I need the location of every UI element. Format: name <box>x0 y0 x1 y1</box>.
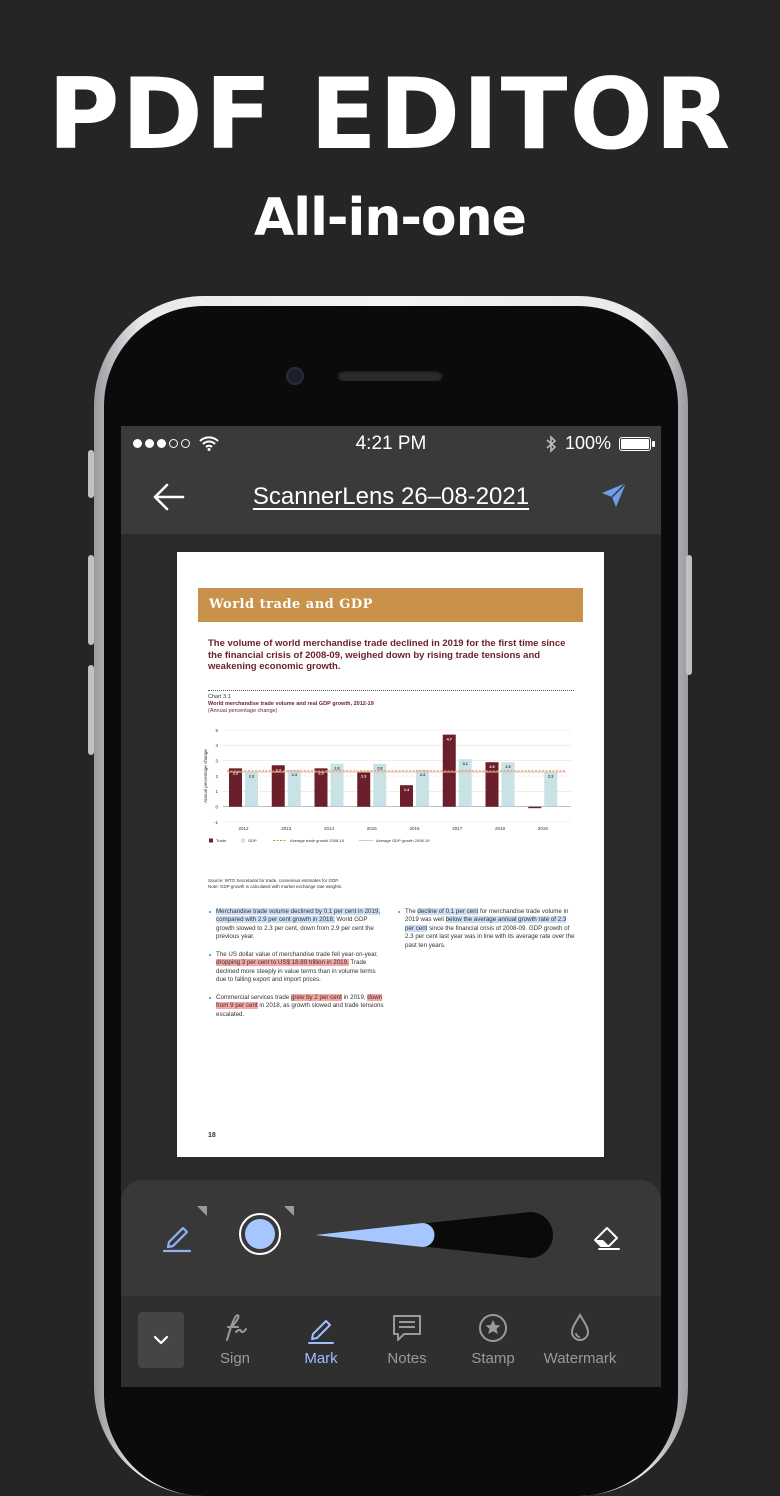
chart-number: Chart 3.1 <box>208 694 231 700</box>
bullet-text: in 2018, as growth slowed and trade tensions escalated. <box>216 1002 384 1018</box>
x-tick-label: 2016 <box>409 826 420 831</box>
data-label: 2.3 <box>248 774 255 779</box>
data-label: 3.1 <box>462 762 468 767</box>
bar-gdp <box>459 759 472 807</box>
bullet-text: in 2019, <box>341 994 368 1001</box>
pdf-page[interactable] <box>177 552 604 1157</box>
bullet-item <box>216 994 386 1019</box>
highlighter-pen-icon[interactable] <box>159 1218 195 1254</box>
y-tick-label: 5 <box>215 727 218 733</box>
x-tick-label: 2017 <box>452 826 463 831</box>
collapse-toolbar-button[interactable] <box>138 1312 184 1368</box>
y-tick-label: 2 <box>215 773 218 779</box>
highlighted-text: down from 9 per cent <box>216 994 383 1010</box>
bullet-text: for merchandise trade volume in 2019 was well <box>405 908 569 924</box>
tab-mark[interactable] <box>281 1310 361 1367</box>
bullet-item <box>405 908 575 950</box>
phone-screen <box>121 426 661 1387</box>
x-tick-label: 2014 <box>323 826 335 831</box>
bullet-item <box>216 908 386 942</box>
stroke-width-slider[interactable] <box>315 1211 555 1259</box>
notes-icon <box>390 1310 424 1346</box>
section-banner <box>198 588 583 622</box>
bullet-text: The <box>405 908 418 915</box>
y-tick-label: 4 <box>215 743 218 749</box>
legend-label: GDP <box>248 838 257 843</box>
battery-percent: 100% <box>564 433 611 453</box>
bullet-text: Trade declined more steeply in value terms than in volume terms due to falling export and import prices. <box>216 959 376 984</box>
x-tick-label: 2015 <box>366 826 377 831</box>
data-label: 2.8 <box>377 766 383 771</box>
data-label: 2.3 <box>361 774 367 779</box>
mute-switch <box>88 450 94 498</box>
send-icon[interactable] <box>599 480 629 510</box>
highlighted-text: grew by 2 per cent <box>290 994 342 1001</box>
pen-options-indicator <box>197 1206 207 1216</box>
y-tick-label: 0 <box>215 804 218 810</box>
y-tick-label: 3 <box>215 758 218 764</box>
y-axis-label: Annual percentage change <box>203 749 208 803</box>
banner-title: World trade and GDP <box>209 597 373 612</box>
x-tick-label: 2018 <box>494 826 506 831</box>
highlighted-text: Merchandise trade volume declined by 0.1 per cent in 2019, compared with 2.9 per cent growth in 2018. <box>216 908 381 924</box>
data-label: 2.9 <box>505 765 511 770</box>
status-bar <box>121 426 661 462</box>
bullet-item <box>216 951 386 985</box>
legend-label: Average GDP growth 2008-19 <box>376 838 430 843</box>
volume-down-button <box>88 665 94 755</box>
data-label: 2.4 <box>291 772 297 777</box>
document-title[interactable]: ScannerLens 26–08-2021 <box>252 483 530 510</box>
legend-label: Trade <box>216 838 227 843</box>
chevron-down-icon <box>138 1312 184 1368</box>
document-viewer <box>121 534 661 1180</box>
tab-label: Stamp <box>471 1350 515 1367</box>
data-label: 2.4 <box>419 772 426 777</box>
y-tick-label: 1 <box>215 789 218 795</box>
data-label: 1.4 <box>403 788 410 793</box>
chart-title: World merchandise trade volume and real GDP growth, 2012-19 <box>208 701 374 707</box>
tab-sign[interactable] <box>195 1310 275 1367</box>
data-label: -0.1 <box>531 810 539 815</box>
power-button <box>686 555 692 675</box>
data-label: 2.9 <box>489 765 495 770</box>
stamp-icon <box>476 1310 510 1346</box>
page-number: 18 <box>208 1132 216 1139</box>
chart-subtitle: (Annual percentage change) <box>208 708 278 714</box>
annotation-toolbar <box>121 1180 661 1296</box>
bottom-tab-bar <box>121 1296 661 1387</box>
tab-label: Notes <box>387 1350 427 1367</box>
tab-notes[interactable] <box>367 1310 447 1367</box>
front-camera <box>286 367 304 385</box>
chart-source <box>208 878 408 889</box>
tab-watermark[interactable] <box>539 1310 621 1367</box>
x-tick-label: 2013 <box>281 826 292 831</box>
bullet-text: The US dollar value of merchandise trade fell year-on-year, <box>216 951 378 958</box>
highlighted-text: below the average annual growth rate of 2.3 per cent <box>405 916 567 932</box>
promo-subtitle: All-in-one <box>254 188 526 248</box>
bluetooth-icon <box>545 435 557 453</box>
lead-paragraph: The volume of world merchandise trade declined in 2019 for the first time since the financial crisis of 2008-09, weighed down by rising trade tensions and weakening economic growth. <box>208 638 566 672</box>
tab-label: Sign <box>219 1350 251 1367</box>
tab-label: Watermark <box>543 1350 617 1367</box>
color-picker-button[interactable] <box>239 1213 281 1255</box>
promo-title: PDF EDITOR <box>47 58 733 172</box>
x-tick-label: 2019 <box>537 826 548 831</box>
eraser-icon[interactable] <box>591 1220 623 1252</box>
data-label: 2.3 <box>548 774 554 779</box>
signature-icon <box>218 1310 252 1346</box>
source-line: Source: WTO Secretariat for trade, consensus estimates for GDP. <box>208 878 339 883</box>
tab-stamp[interactable] <box>453 1310 533 1367</box>
bar-chart <box>201 722 581 872</box>
data-label: 2.7 <box>275 768 281 773</box>
divider <box>208 690 574 691</box>
data-label: 4.7 <box>446 737 452 742</box>
bullet-text: World GDP growth slowed to 2.3 per cent, down from 2.9 per cent the previous year. <box>216 916 374 941</box>
bullet-text: since the financial crisis of 2008-09. GDP growth of 2.3 per cent last year was in line with its average rate over the past ten years. <box>405 924 575 949</box>
data-label: 2.8 <box>334 766 340 771</box>
legend-swatch <box>209 839 213 843</box>
bar-trade <box>528 807 541 809</box>
highlighted-text: dropping 3 per cent to US$ 18.89 trillion in 2019. <box>216 959 349 967</box>
marker-icon <box>304 1310 338 1346</box>
x-tick-label: 2012 <box>238 826 249 831</box>
highlighted-text: decline of 0.1 per cent <box>417 908 479 915</box>
watermark-icon <box>563 1310 597 1346</box>
legend-swatch <box>241 839 245 843</box>
battery-icon <box>619 437 651 451</box>
y-tick-label: -1 <box>213 819 218 825</box>
note-line: Note: GDP growth is calculated with market exchange rate weights. <box>208 883 343 889</box>
bullet-text: Commercial services trade <box>216 994 291 1001</box>
status-time: 4:21 PM <box>355 433 427 454</box>
data-label: 2.5 <box>232 771 239 776</box>
status-right <box>545 433 651 454</box>
earpiece-speaker <box>337 369 443 381</box>
nav-bar <box>121 462 661 534</box>
data-label: 2.5 <box>318 771 324 776</box>
legend-label: Average trade growth 2008-19 <box>290 838 344 843</box>
volume-up-button <box>88 555 94 645</box>
tab-label: Mark <box>304 1350 338 1367</box>
color-options-indicator <box>284 1206 294 1216</box>
